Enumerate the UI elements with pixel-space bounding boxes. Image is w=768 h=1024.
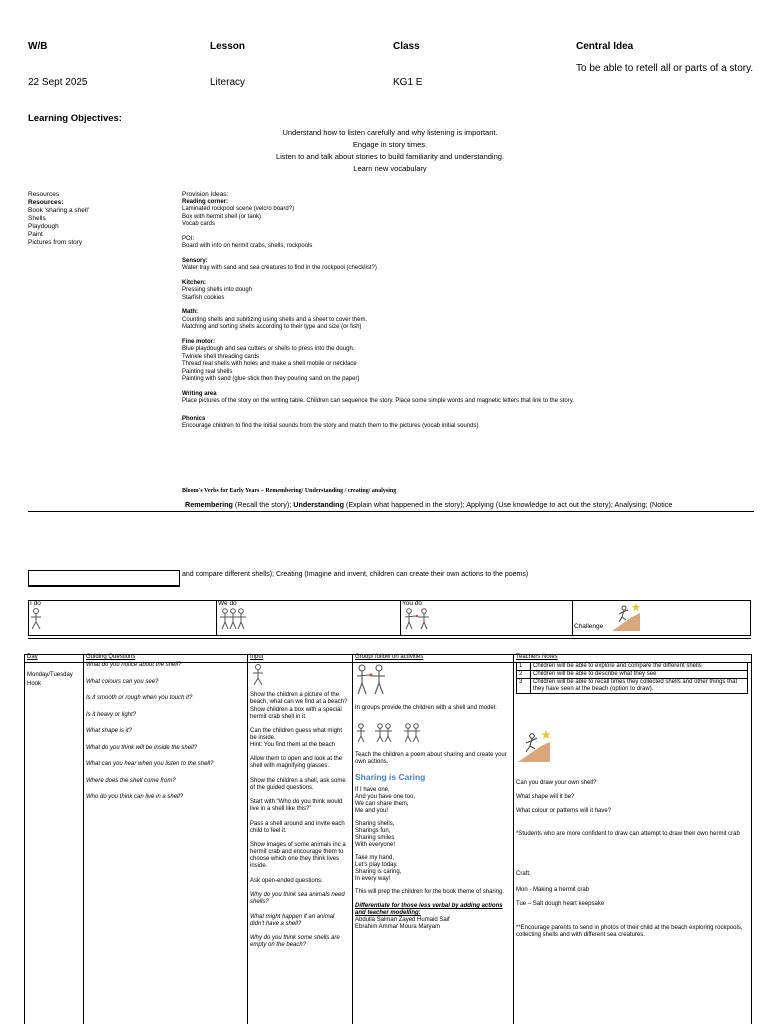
guiding-question: Where does the shell come from? [86, 777, 176, 784]
input-text: Start with “Who do you think would live in a shell like this?” [250, 799, 343, 812]
table-row [517, 663, 748, 671]
person-icon [252, 664, 264, 691]
guiding-questions-cell [86, 662, 246, 811]
table-col-border [751, 654, 752, 1024]
objectives-title: Learning Objectives: [28, 113, 122, 124]
notes-text: Children will be able to describe what they see [531, 671, 748, 679]
objective-item: Learn new vocabulary [353, 164, 427, 173]
provision-heading: Sensory: [182, 257, 208, 264]
class-value: KG1 E [393, 77, 423, 88]
provision-heading: Reading corner: [182, 198, 229, 205]
notes-craft-title: Craft: [516, 871, 531, 877]
poem-line: Sharing is caring, [355, 869, 402, 875]
resource-item: Pictures from story [28, 239, 83, 246]
poem-line: If I have one, [355, 787, 390, 793]
provision-line: Twinkle shell threading cards [182, 353, 260, 360]
poem-line: And you have one too, [355, 794, 416, 800]
input-text: Show the children a picture of the beach, what can we find at a beach? [250, 692, 348, 705]
input-text: Show images of some animals inc a hermit crab and encourage them to choose which one they think lives inside. [250, 842, 346, 869]
resources-heading: Resources: [28, 199, 64, 206]
modes-row [28, 600, 751, 636]
divider [28, 511, 754, 512]
provision-line: Matching and sorting shells according to their type and size (or fish) [182, 324, 362, 330]
input-text: Allow them to open and look at the shell with magnifying glasses. [250, 756, 343, 769]
group-teach: Teach the children a poem about sharing and create your own actions. [355, 752, 507, 765]
challenge-climb-icon [516, 728, 554, 769]
pair-icon [404, 608, 430, 635]
provision-line: Board with info on hermit crabs, shells, rockpools [182, 243, 313, 249]
blooms-title: Bloom's Verbs for Early Years – Remembering/ Understanding / creating/ analysing [182, 488, 397, 494]
poem-line: Sharings fun, [355, 828, 391, 834]
resource-item: Shells [28, 215, 46, 222]
divider [572, 600, 573, 636]
blooms-remembering: Remembering [185, 500, 233, 509]
poem-line: Me and you! [355, 808, 389, 814]
group-names: Abdulla Salman Zayed Humaid Saif [355, 917, 450, 923]
provision-heading: Kitchen: [182, 279, 206, 286]
input-text: Show children a box with a special hermit crab shell in it. [250, 706, 342, 720]
day-label: Monday/Tuesday [27, 672, 73, 678]
divider [216, 600, 217, 636]
guiding-question: What can you hear when you listen to the shell? [86, 761, 214, 767]
guiding-question: What do you notice about the shell? [86, 662, 182, 668]
provision-line: Counting shells and subitizing using shells and a sheet to cover them. [182, 316, 368, 323]
wb-label: W/B [28, 41, 48, 52]
notes-question: What shape will it be? [516, 794, 575, 800]
group-icon [220, 608, 246, 635]
empty-box [28, 570, 180, 586]
provision-heading: Math: [182, 309, 198, 315]
notes-craft: Tue – Salt dough heart keepsake [516, 901, 605, 907]
group-intro: In groups provide the children with a shell and model: [355, 705, 497, 711]
provision-line: Blue playdough and sea cutters or shells to press into the dough. [182, 346, 355, 352]
i-do-label: I do [30, 600, 41, 607]
poem-title: Sharing is Caring [355, 772, 426, 782]
provision-heading: Writing area [182, 390, 217, 397]
resources-label: Resources [28, 191, 60, 198]
provision-line: Laminated rockpool scene (velcro board?) [182, 206, 295, 212]
notes-cell [516, 780, 748, 946]
notes-encourage: **Encourage parents to send in photos of their child at the beach exploring rockpools, collecting shells and with different sea creatures. [516, 925, 743, 938]
provision-line: Vocab cards [182, 221, 216, 227]
poem-verse [355, 821, 511, 849]
objective-item: Engage in story times. [352, 140, 428, 149]
group-cell-continued [355, 752, 511, 931]
group-differentiate: Differentiate for those less verbal by adding actions and teacher modelling: [355, 903, 503, 916]
input-text: Pass a shell around and invite each child to feel it. [250, 820, 345, 834]
notes-table [516, 662, 748, 694]
day-cell [27, 671, 73, 689]
blooms-understanding: Understanding [293, 500, 344, 509]
guiding-question: Who do you think can live in a shell? [86, 794, 184, 800]
wb-value: 22 Sept 2025 [28, 77, 88, 88]
provision-heading: Phonics [182, 415, 206, 422]
you-do-label: You do [402, 600, 423, 607]
input-text: Show the children a shell, ask some of the guided questions. [250, 777, 346, 791]
guiding-question: What colours can you see? [86, 678, 159, 685]
resource-item: Book 'sharing a shell' [28, 207, 90, 214]
poem-line: Sharing smiles [355, 835, 395, 841]
resource-item: Paint [28, 231, 43, 238]
we-do-label: We do [218, 600, 237, 607]
col-header-input: Input [250, 654, 264, 660]
resources-block [28, 191, 168, 247]
table-col-border [352, 654, 353, 1024]
provision-line: Painting with sand (glue stick then they pouring sand on the paper) [182, 376, 360, 382]
col-header-notes: Teachers Notes [516, 654, 558, 660]
objectives-list [200, 127, 580, 175]
provision-block [182, 191, 742, 431]
input-text: Can the children guess what might be inside. [250, 727, 343, 741]
table-row [517, 671, 748, 679]
group-prep: This will prep the children for the book theme of sharing. [355, 889, 505, 895]
lesson-value: Literacy [210, 77, 246, 88]
notes-students: *Students who are more confident to draw can attempt to draw their own hermit crab [516, 831, 740, 837]
pair-icon [356, 664, 386, 701]
input-question: What might happen if an animal didn't have a shell? [250, 913, 335, 927]
table-col-border [24, 654, 25, 1024]
poem-line: Take my hand, [355, 855, 395, 861]
central-idea-value: To be able to retell all or parts of a story. [576, 63, 754, 74]
poem-verse [355, 787, 511, 815]
table-row [517, 679, 748, 694]
col-header-guiding: Guiding Questions [86, 654, 136, 660]
poem-line: We can share them, [355, 801, 409, 807]
poem-line: Let's play today, [355, 862, 398, 868]
challenge-label: Challenge [574, 623, 604, 630]
provision-title: Provision Ideas: [182, 191, 229, 198]
provision-line: Starfish cookies [182, 294, 225, 301]
blooms-text: (Explain what happened in the story); Applying (Use knowledge to act out the story); Analysing; (Notice [343, 500, 673, 509]
guiding-question: What shape is it? [86, 728, 133, 734]
notes-num: 2 [517, 671, 531, 679]
provision-line: Place pictures of the story on the writing table. Children can sequence the story. Place some simple words and magnetic letters that link to the story. [182, 398, 574, 404]
poem-line: Sharing shells, [355, 821, 395, 827]
divider [28, 586, 180, 587]
input-cell [250, 692, 350, 957]
notes-text: Children will be able to explore and compare the different shells [531, 663, 748, 671]
table-col-border [83, 654, 84, 1024]
central-idea-label: Central Idea [576, 41, 634, 52]
notes-question: What colour or patterns will it have? [516, 808, 612, 814]
group-cell [355, 705, 511, 719]
divider [28, 638, 751, 639]
guiding-question: Is it heavy or light? [86, 711, 137, 718]
input-question: Why do you think sea animals need shells? [250, 892, 345, 905]
objective-item: Listen to and talk about stories to build familiarity and understanding. [275, 152, 505, 161]
person-icon [30, 608, 42, 635]
notes-num: 1 [517, 663, 531, 671]
notes-num: 3 [517, 679, 531, 694]
input-text: Hint: You find them at the beach [250, 741, 336, 748]
provision-heading: Fine motor: [182, 338, 215, 345]
provision-line: POI: [182, 235, 195, 242]
provision-line: Pressing shells into dough [182, 287, 253, 293]
group-names: Ebrahim Ammar Moura Maryam [355, 924, 441, 930]
notes-craft: Mon - Making a hermit crab [516, 887, 590, 893]
challenge-climb-icon [610, 601, 642, 638]
table-col-border [247, 654, 248, 1024]
provision-line: Thread real shells with holes and make a shell mobile or necklace [182, 361, 357, 367]
provision-line: Water tray with sand and sea creatures to find in the rockpool (checklist?) [182, 265, 377, 271]
group-icons [356, 723, 428, 748]
resource-item: Playdough [28, 223, 59, 230]
lesson-label: Lesson [210, 41, 246, 52]
table-col-border [513, 654, 514, 1024]
poem-line: With everyone! [355, 842, 396, 848]
notes-question: Can you draw your own shell? [516, 780, 597, 786]
blooms-line-2: and compare different shells); Creating (Imagine and invent, children can create their own actions to the poems) [182, 571, 529, 578]
provision-line: Box with hermit shell (or tank) [182, 213, 262, 220]
notes-text: Children will be able to recall times they collected shells and other things that they have seen at the beach (option to draw). [531, 679, 748, 694]
provision-line: Painting real shells [182, 368, 233, 375]
guiding-question: Is it smooth or rough when you touch it? [86, 695, 193, 701]
poem-line: In every way! [355, 876, 391, 882]
day-label: Hook [27, 681, 42, 687]
input-question: Why do you think some shells are empty on the beach? [250, 935, 340, 948]
col-header-day: Day [27, 654, 38, 660]
objective-item: Understand how to listen carefully and why listening is important. [282, 128, 498, 137]
divider [400, 600, 401, 636]
blooms-line-1 [185, 500, 672, 509]
class-label: Class [393, 41, 420, 52]
input-text: Ask open-ended questions: [250, 877, 323, 884]
poem-verse [355, 855, 511, 883]
provision-line: Encourage children to find the initial sounds from the story and match them to the pictures (vocab initial sounds) [182, 423, 479, 429]
col-header-group: Group/ follow on activities [355, 654, 424, 660]
blooms-text: (Recall the story); [232, 500, 294, 509]
guiding-question: What do you think will be inside the shell? [86, 744, 198, 751]
